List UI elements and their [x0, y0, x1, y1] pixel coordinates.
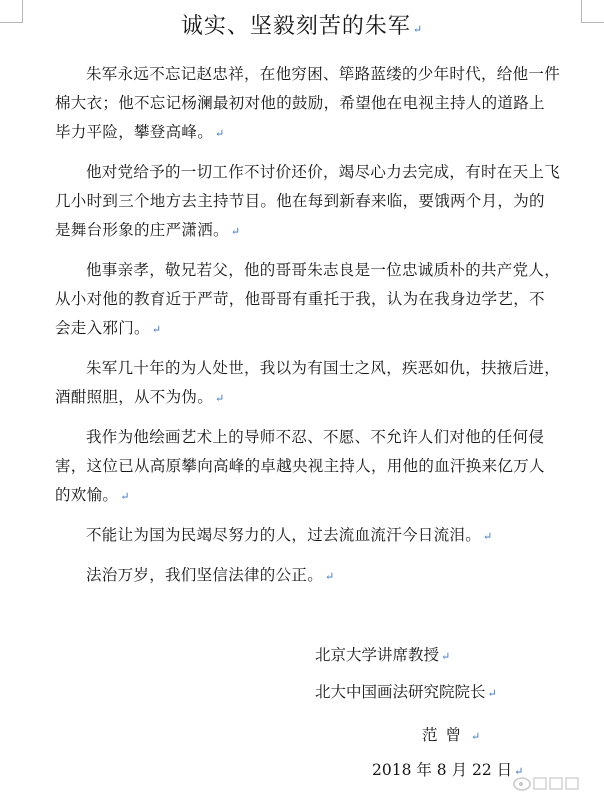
- signature-name: 范曾: [422, 726, 470, 744]
- paragraph-mark-icon: ↵: [325, 570, 335, 583]
- paragraph-text: 朱军几十年的为人处世，我以为有国士之风，疾恶如仇，扶掖后进，酒酣照胆，从不为伪。: [55, 359, 561, 406]
- paragraph: [55, 256, 560, 344]
- paragraph-text: 他对党给予的一切工作不讨价还价，竭尽心力去完成，有时在天上飞几小时到三个地方去主持节目。他在每到新春来临，要饿两个月，为的是舞台形象的庄严潇洒。: [55, 163, 561, 239]
- title-text: 诚实、坚毅刻苦的朱军: [180, 14, 411, 39]
- document-title: [0, 12, 604, 45]
- paragraph-mark-icon: ↵: [215, 127, 225, 140]
- paragraph: [55, 561, 560, 591]
- watermark-logo-icon: [512, 772, 590, 794]
- paragraph-mark-icon: ↵: [412, 23, 424, 36]
- paragraph-text: 他事亲孝，敬兄若父，他的哥哥朱志良是一位忠诚质朴的共产党人，从小对他的教育近于严苛，他哥哥有重托于我，认为在我身边学艺，不会走入邪门。: [55, 261, 561, 337]
- paragraph-text: 不能让为国为民竭尽努力的人，过去流血流汗今日流泪。: [86, 526, 482, 544]
- paragraph-mark-icon: ↵: [514, 765, 524, 778]
- paragraph: [55, 60, 560, 148]
- paragraph: [55, 521, 560, 551]
- paragraph-mark-icon: ↵: [441, 650, 451, 663]
- signature-name-line: [0, 723, 604, 749]
- signature-date: 2018 年 8 月 22 日: [372, 761, 513, 779]
- paragraph: [55, 158, 560, 246]
- paragraph: [55, 423, 560, 511]
- signature-position-line: [0, 680, 604, 706]
- paragraph-mark-icon: ↵: [215, 392, 225, 405]
- document-body: [55, 60, 560, 601]
- signature-title-line: [0, 643, 604, 669]
- paragraph-mark-icon: ↵: [120, 490, 130, 503]
- paragraph-mark-icon: ↵: [151, 323, 162, 336]
- paragraph-text: 我作为他绘画艺术上的导师不忍、不愿、不允许人们对他的任何侵害，这位已从高原攀向高峰的卓越央视主持人，用他的血汗换来亿万人的欢愉。: [55, 428, 545, 504]
- signature-position-text: 北大中国画法研究院院长: [315, 683, 486, 701]
- paragraph-mark-icon: ↵: [483, 530, 493, 543]
- signature-title-text: 北京大学讲席教授: [315, 646, 440, 664]
- paragraph-text: 法治万岁，我们坚信法律的公正。: [86, 566, 324, 584]
- paragraph: [55, 354, 560, 413]
- paragraph-mark-icon: ↵: [471, 730, 489, 743]
- paragraph-mark-icon: ↵: [230, 225, 241, 238]
- paragraph-mark-icon: ↵: [487, 687, 497, 700]
- paragraph-text: 朱军永远不忘记赵忠祥，在他穷困、筚路蓝缕的少年时代，给他一件棉大衣；他不忘记杨澜最初对他的鼓励，希望他在电视主持人的道路上毕力平险，攀登高峰。: [55, 65, 561, 141]
